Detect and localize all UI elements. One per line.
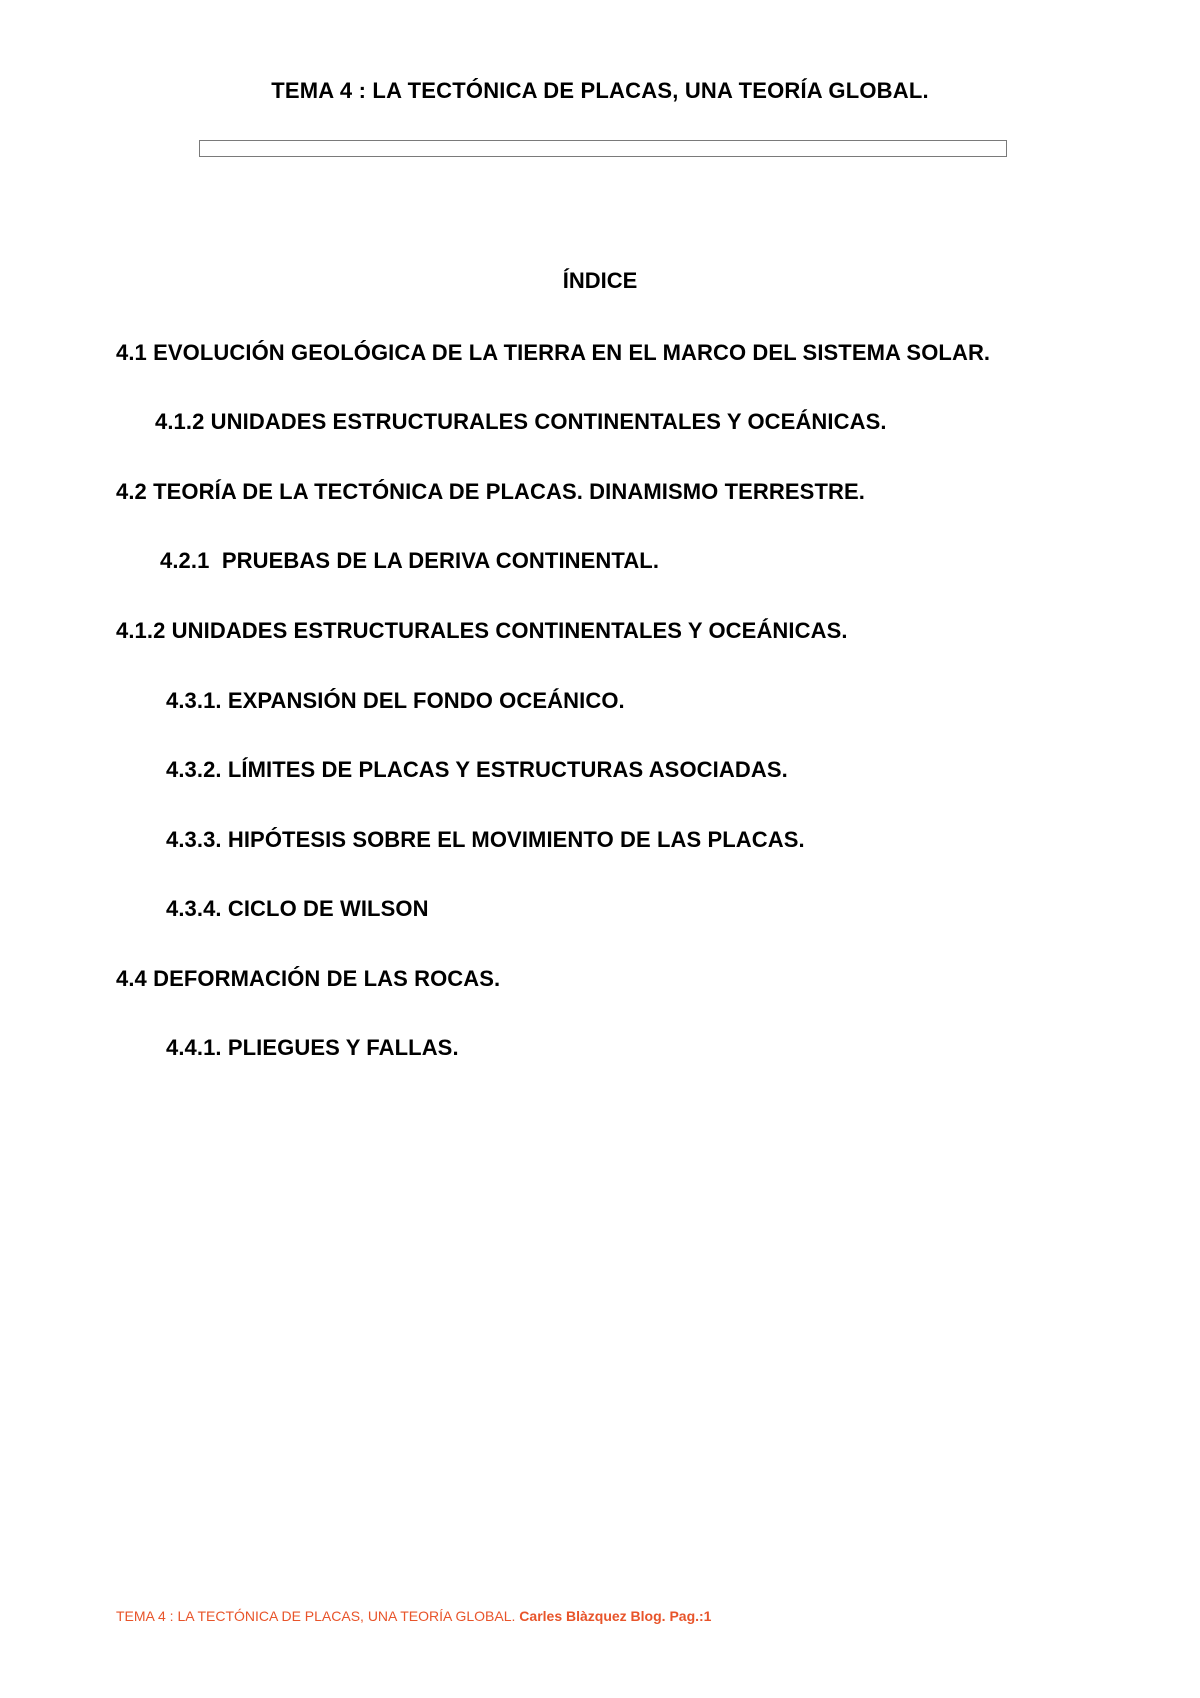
toc-item: 4.4 DEFORMACIÓN DE LAS ROCAS.: [116, 966, 501, 991]
toc-item: 4.3.4. CICLO DE WILSON: [166, 896, 429, 921]
toc-item: 4.1.2 UNIDADES ESTRUCTURALES CONTINENTALES Y OCEÁNICAS.: [155, 409, 887, 434]
toc-item: 4.3.2. LÍMITES DE PLACAS Y ESTRUCTURAS ASOCIADAS.: [166, 757, 788, 782]
toc-item: 4.2.1 PRUEBAS DE LA DERIVA CONTINENTAL.: [160, 548, 660, 573]
footer-title: TEMA 4 : LA TECTÓNICA DE PLACAS, UNA TEORÍA GLOBAL.: [116, 1608, 516, 1624]
title-underline-box: [199, 140, 1007, 157]
toc-item: 4.1.2 UNIDADES ESTRUCTURALES CONTINENTALES Y OCEÁNICAS.: [116, 618, 848, 643]
toc-item: 4.1 EVOLUCIÓN GEOLÓGICA DE LA TIERRA EN EL MARCO DEL SISTEMA SOLAR.: [116, 340, 991, 365]
footer-blog-page: Carles Blàzquez Blog. Pag.:1: [519, 1608, 712, 1624]
document-title: TEMA 4 : LA TECTÓNICA DE PLACAS, UNA TEORÍA GLOBAL.: [271, 78, 929, 103]
toc-item: 4.3.3. HIPÓTESIS SOBRE EL MOVIMIENTO DE LAS PLACAS.: [166, 827, 805, 852]
toc-item: 4.2 TEORÍA DE LA TECTÓNICA DE PLACAS. DINAMISMO TERRESTRE.: [116, 479, 865, 504]
toc-item: 4.4.1. PLIEGUES Y FALLAS.: [166, 1035, 459, 1060]
index-heading: ÍNDICE: [562, 268, 638, 293]
toc-item: 4.3.1. EXPANSIÓN DEL FONDO OCEÁNICO.: [166, 688, 625, 713]
page-footer: [116, 1608, 711, 1624]
